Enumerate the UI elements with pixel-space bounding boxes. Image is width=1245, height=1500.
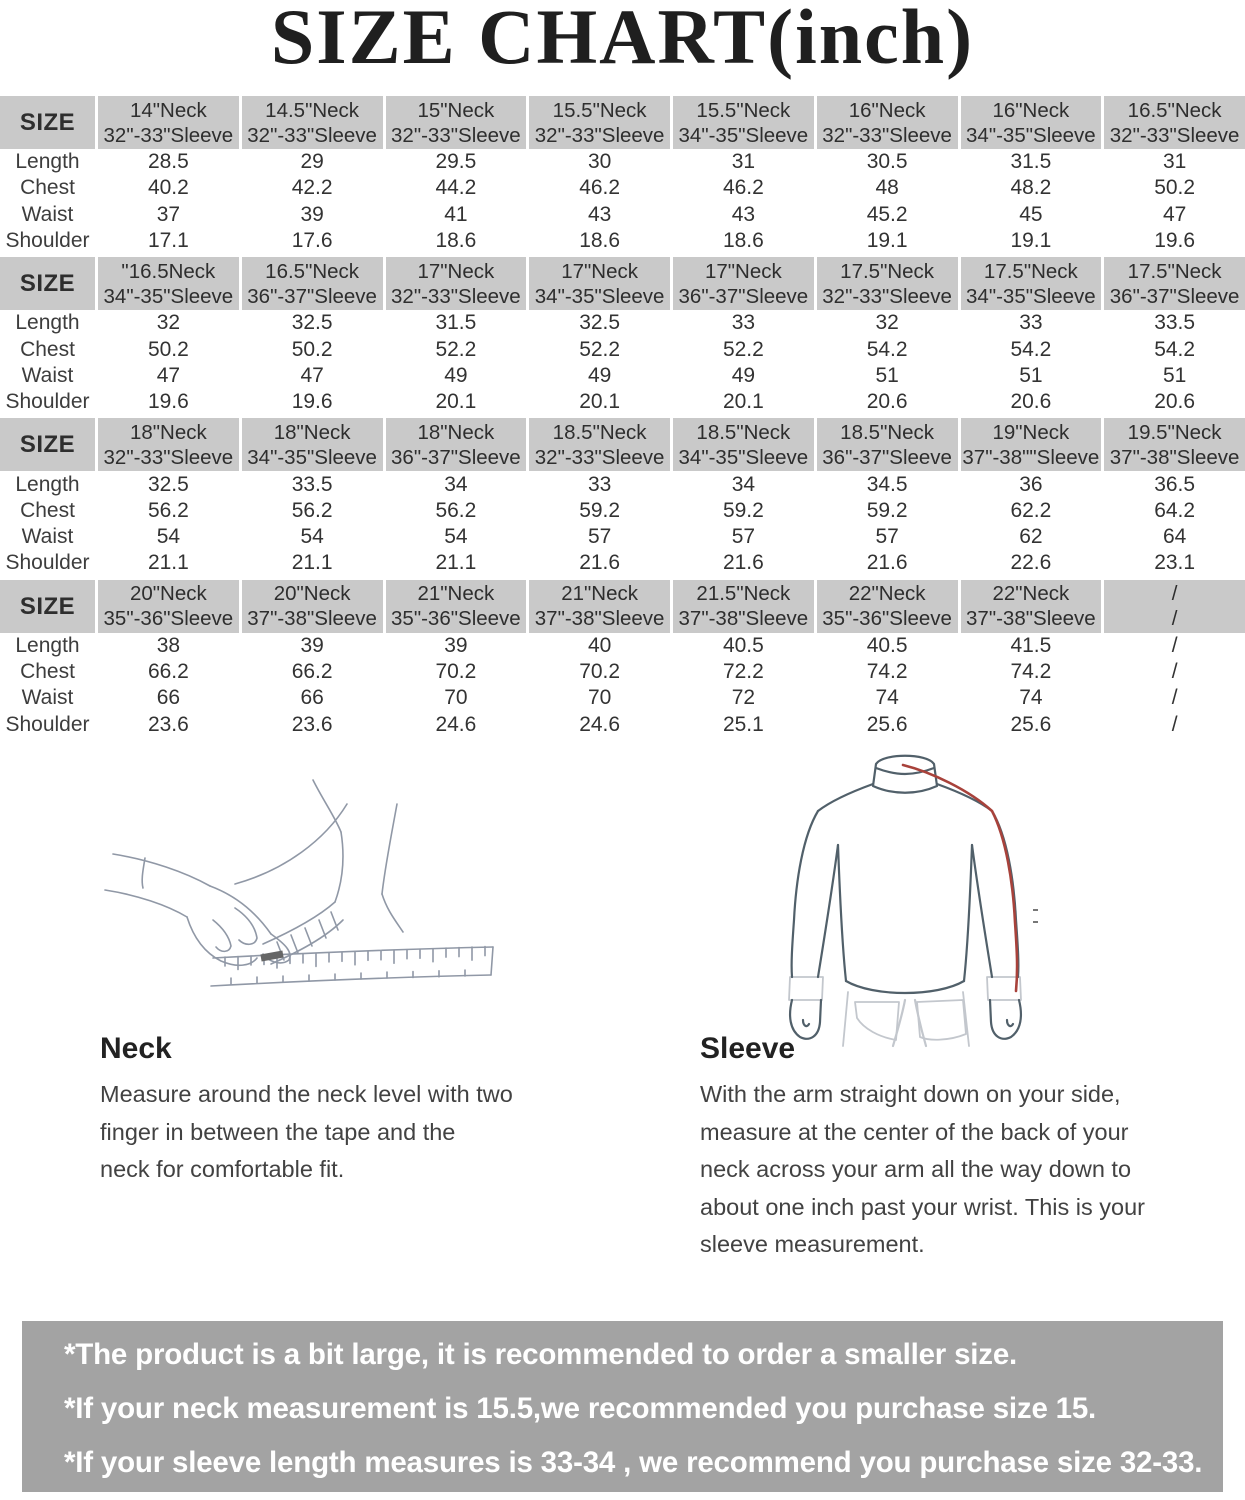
column-header-cell: 20"Neck 35"-36"Sleeve [98,580,239,633]
column-header-cell: / / [1104,580,1245,633]
measurement-value: 29.5 [435,150,477,174]
text-line: sleeve measurement. [700,1231,925,1257]
neck-section-text [100,1076,580,1189]
measurement-value: 20.6 [1010,390,1052,414]
row-label: Chest [20,176,75,200]
measurement-value: / [1171,712,1178,736]
measurement-value: 25.6 [1010,712,1052,736]
measurement-value: 70 [587,686,612,710]
measurement-value: 66 [156,686,181,710]
measurement-value: 59.2 [866,498,908,522]
neck-sketch-lines [105,780,493,986]
measurement-value: 70 [444,686,468,710]
row-label: Waist [21,202,74,226]
measurement-value: 59.2 [722,498,764,522]
measurement-value: 30.5 [866,150,908,174]
row-label: Shoulder [5,712,90,736]
row-label: Length [15,150,80,174]
measurement-value: 47 [300,363,324,387]
text-line: finger in between the tape and the [100,1118,456,1145]
column-header-cell: 14"Neck 32"-33"Sleeve [98,96,239,149]
measurement-value: 43 [731,202,756,226]
column-header-cell: 16.5"Neck 36"-37"Sleeve [242,257,383,310]
size-header-cell: SIZE [0,418,95,471]
column-header-cell: 18"Neck 32"-33"Sleeve [98,418,239,471]
right-hand [990,1000,1021,1039]
column-header-cell: 17"Neck 36"-37"Sleeve [673,257,814,310]
text-line: measure at the center of the back of your [700,1118,1129,1145]
measurement-value: 17.6 [291,229,333,253]
column-header-cell: 15.5"Neck 32"-33"Sleeve [529,96,670,149]
row-label: Length [15,633,80,657]
measurement-value: 23.6 [291,712,333,736]
sleeve-measure-illustration [745,748,1210,1048]
measurement-value: 21.1 [435,551,477,575]
measurement-value: 31 [731,150,756,174]
measurement-value: 32.5 [579,311,621,335]
measurement-value: 34 [444,472,468,496]
measurement-value: 36 [1019,472,1043,496]
measurement-value: 51 [875,363,899,387]
measurement-value: 54.2 [1010,337,1052,361]
measurement-value: 19.6 [291,390,333,414]
measurement-value: 54 [444,525,468,549]
measurement-value: 20.6 [1154,390,1196,414]
measurement-value: 18.6 [435,229,477,253]
column-header-cell: 18"Neck 36"-37"Sleeve [386,418,527,471]
measurement-value: 39 [444,633,468,657]
measurement-value: 49 [731,363,756,387]
measurement-value: 74.2 [1010,660,1052,683]
measurement-value: 74 [1019,686,1043,710]
measurement-value: 23.1 [1154,551,1196,575]
column-header-cell: 19.5"Neck 37"-38"Sleeve [1104,418,1245,471]
measurement-value: 54 [300,525,324,549]
text-line: *The product is a bit large, it is recommended to order a smaller size. [64,1338,1018,1371]
measurement-value: 40 [587,633,612,657]
measurement-value: 62.2 [1010,498,1052,522]
measurement-value: 25.6 [866,712,908,736]
measurement-value: 44.2 [435,176,477,200]
column-header-cell: 22"Neck 37"-38"Sleeve [961,580,1102,633]
measurement-value: 33 [1019,311,1043,335]
column-header-cell: 17.5"Neck 34"-35"Sleeve [961,257,1102,310]
measurement-value: 33.5 [291,472,333,496]
size-header-cell: SIZE [0,257,95,310]
measurement-value: 40.2 [147,176,189,200]
measurement-value: 18.6 [722,229,764,253]
measurement-value: 28.5 [147,150,189,174]
measurement-value: 20.1 [579,390,621,414]
measurement-value: 70.2 [579,660,621,683]
measurement-value: 51 [1019,363,1043,387]
measurement-value: 37 [156,202,181,226]
measurement-value: 52.2 [435,337,477,361]
measurement-value: 64 [1162,525,1187,549]
column-header-cell: 17.5"Neck 32"-33"Sleeve [817,257,958,310]
measurement-value: 39 [300,633,324,657]
measurement-value: 47 [156,363,181,387]
measurement-value: 21.1 [291,551,333,575]
measurement-value: 38 [156,633,181,657]
measurement-value: 62 [1019,525,1043,549]
row-label: Shoulder [5,551,90,575]
measurement-value: 22.6 [1010,551,1052,575]
measurement-value: 18.6 [579,229,621,253]
size-table-block-4 [0,580,1245,738]
text-line: neck for comfortable fit. [100,1156,345,1182]
column-header-cell: 20"Neck 37"-38"Sleeve [242,580,383,633]
measurement-value: 52.2 [722,337,764,361]
measurement-value: 51 [1162,363,1187,387]
measurement-value: 66 [300,686,324,710]
measurement-value: 74.2 [866,660,908,683]
row-label: Waist [21,686,74,710]
row-label: Shoulder [5,229,90,253]
text-line: Measure around the neck level with two [100,1081,513,1107]
measurement-value: / [1171,633,1178,657]
measurement-value: 19.1 [866,229,908,253]
measurement-value: 54.2 [1154,337,1196,361]
neck-measure-illustration [85,762,600,1034]
size-table-block-3 [0,418,1245,576]
measurement-value: 50.2 [147,337,189,361]
row-label: Length [15,472,80,496]
measurement-value: 19.6 [147,390,189,414]
measurement-value: 17.1 [147,229,189,253]
text-line: *If your neck measurement is 15.5,we recommended you purchase size 15. [64,1392,1097,1425]
measurement-value: 33.5 [1154,311,1196,335]
measure-tick-marks [1033,910,1038,922]
measurement-value: 45.2 [866,202,908,226]
column-header-cell: 21"Neck 37"-38"Sleeve [529,580,670,633]
text-line: *If your sleeve length measures is 33-34 , we recommend you purchase size 32-33. [64,1446,1203,1479]
column-header-cell: 18.5"Neck 32"-33"Sleeve [529,418,670,471]
measurement-value: 31.5 [435,311,477,335]
measurement-value: 57 [587,525,612,549]
measurement-value: 19.1 [1010,229,1052,253]
measurement-value: 32.5 [291,311,333,335]
measurement-value: 66.2 [147,660,189,683]
measurement-value: 45 [1019,202,1043,226]
column-header-cell: 15.5"Neck 34"-35"Sleeve [673,96,814,149]
footer-notes-box [22,1321,1223,1492]
column-header-cell: 16.5"Neck 32"-33"Sleeve [1104,96,1245,149]
measurement-value: 19.6 [1154,229,1196,253]
row-label: Waist [21,525,74,549]
measurement-value: 72 [731,686,756,710]
measurement-value: 54.2 [866,337,908,361]
measurement-value: 30 [587,150,612,174]
measurement-value: 52.2 [579,337,621,361]
measurement-value: 57 [875,525,899,549]
measurement-value: 43 [587,202,612,226]
column-header-cell: 14.5"Neck 32"-33"Sleeve [242,96,383,149]
hem [846,981,964,993]
measurement-value: 20.6 [866,390,908,414]
measurement-value: 74 [875,686,899,710]
text-line: With the arm straight down on your side, [700,1081,1121,1107]
measurement-value: 50.2 [291,337,333,361]
measuring-tape [213,947,493,958]
measurement-value: 56.2 [291,498,333,522]
measurement-value: 50.2 [1154,176,1196,200]
column-header-cell: 17.5"Neck 36"-37"Sleeve [1104,257,1245,310]
measurement-value: 42.2 [291,176,333,200]
measurement-value: 32 [875,311,899,335]
measurement-value: 56.2 [147,498,189,522]
row-label: Chest [20,660,75,683]
measurement-value: 21.6 [579,551,621,575]
column-header-cell: "16.5Neck 34"-35"Sleeve [98,257,239,310]
hand-sketch [113,854,210,886]
measurement-value: 47 [1162,202,1187,226]
column-header-cell: 21"Neck 35"-36"Sleeve [386,580,527,633]
measurement-value: 41 [444,202,468,226]
measurement-value: 20.1 [722,390,764,414]
measurement-value: 48 [875,176,899,200]
measurement-value: 39 [300,202,324,226]
column-header-cell: 18.5"Neck 34"-35"Sleeve [673,418,814,471]
column-header-cell: 17"Neck 32"-33"Sleeve [386,257,527,310]
measurement-value: 66.2 [291,660,333,683]
measurement-value: 40.5 [722,633,764,657]
sleeve-section-heading: Sleeve [700,1032,796,1065]
measurement-value: 21.6 [866,551,908,575]
measurement-value: 70.2 [435,660,477,683]
column-header-cell: 18"Neck 34"-35"Sleeve [242,418,383,471]
measurement-value: 34.5 [866,472,908,496]
measurement-value: 21.1 [147,551,189,575]
measurement-value: 33 [587,472,612,496]
page-title: SIZE CHART(inch) [270,0,975,80]
size-table-block-1 [0,96,1245,254]
measurement-value: 32 [156,311,181,335]
measurement-value: / [1171,660,1178,683]
pants-and-cuffs-sketch [789,977,1021,1046]
measurement-value: 33 [731,311,756,335]
text-line: neck across your arm all the way down to [700,1156,1132,1182]
measurement-value: 24.6 [435,712,477,736]
row-label: Shoulder [5,390,90,414]
size-table [0,96,1245,741]
measurement-value: 23.6 [147,712,189,736]
measurement-value: 20.1 [435,390,477,414]
row-label: Chest [20,337,75,361]
column-header-cell: 17"Neck 34"-35"Sleeve [529,257,670,310]
shirt-outline-sketch [790,756,1021,1046]
size-header-cell: SIZE [0,580,95,633]
column-header-cell: 22"Neck 35"-36"Sleeve [817,580,958,633]
measurement-value: 54 [156,525,181,549]
tape-around-neck [263,902,335,944]
measurement-value: 34 [731,472,756,496]
measurement-value: 46.2 [579,176,621,200]
tape-pinch-mark [261,954,283,958]
measurement-value: 48.2 [1010,176,1052,200]
measurement-value: 31 [1162,150,1187,174]
sleeve-measure-red-line [903,765,1017,991]
measurement-value: 56.2 [435,498,477,522]
measurement-value: 36.5 [1154,472,1196,496]
size-header-cell: SIZE [0,96,95,149]
column-header-cell: 18.5"Neck 36"-37"Sleeve [817,418,958,471]
column-header-cell: 15"Neck 32"-33"Sleeve [386,96,527,149]
text-line: about one inch past your wrist. This is your [700,1193,1145,1220]
measurement-value: 49 [587,363,612,387]
measurement-value: 59.2 [579,498,621,522]
measurement-value: 24.6 [579,712,621,736]
row-label: Waist [21,363,74,387]
column-header-cell: 16"Neck 34"-35"Sleeve [961,96,1102,149]
measurement-value: 46.2 [722,176,764,200]
measurement-value: 25.1 [722,712,764,736]
measurement-value: 32.5 [147,472,189,496]
measurement-value: / [1171,686,1178,710]
measurement-value: 29 [300,150,324,174]
column-header-cell: 19"Neck 37"-38""Sleeve [961,418,1102,471]
measurement-value: 41.5 [1010,633,1052,657]
column-header-cell: 21.5"Neck 37"-38"Sleeve [673,580,814,633]
row-label: Length [15,311,80,335]
sleeve-section-text [700,1076,1180,1264]
row-label: Chest [20,498,75,522]
neck-section-heading: Neck [100,1032,172,1065]
measurement-value: 49 [444,363,468,387]
measurement-value: 31.5 [1010,150,1052,174]
column-header-cell: 16"Neck 32"-33"Sleeve [817,96,958,149]
measurement-value: 72.2 [722,660,764,683]
measurement-value: 64.2 [1154,498,1196,522]
size-table-block-2 [0,257,1245,415]
measurement-value: 21.6 [722,551,764,575]
measurement-value: 40.5 [866,633,908,657]
measurement-value: 57 [731,525,756,549]
